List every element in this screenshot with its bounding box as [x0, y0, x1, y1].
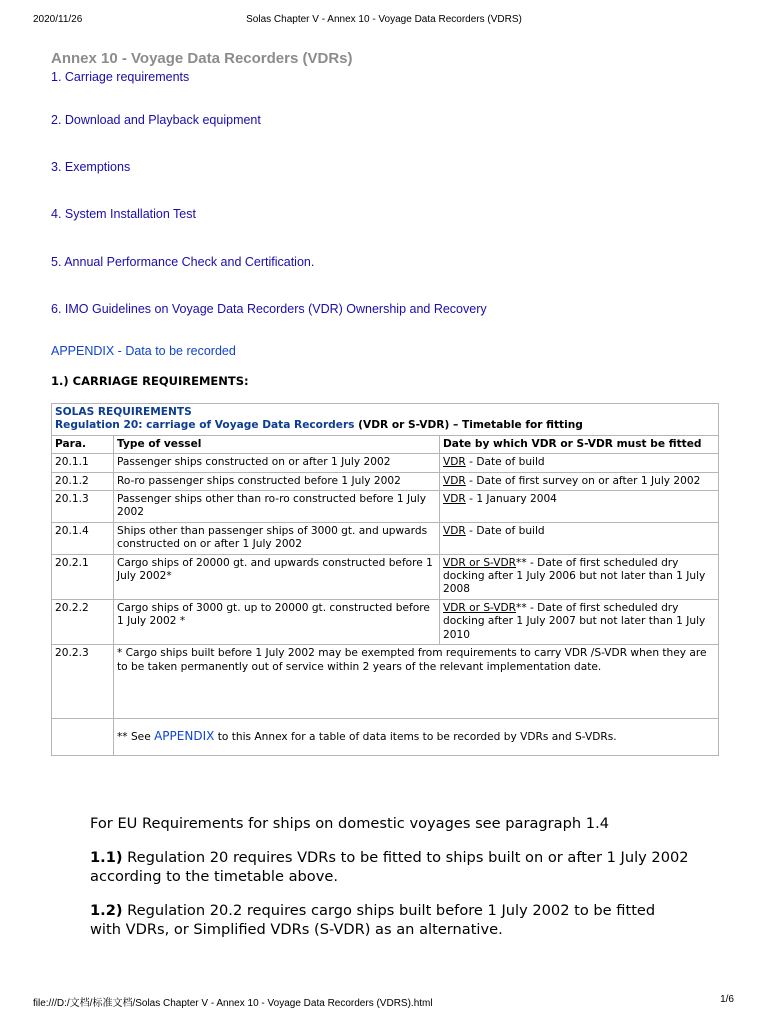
print-file-path: file:///D:/文档/标准文档/Solas Chapter V - Annex 10 - Voyage Data Recorders (VDRS).html	[33, 998, 433, 1009]
cell-para: 20.1.4	[52, 522, 114, 554]
cell-fitting-date: VDR or S-VDR** - Date of first scheduled dry docking after 1 July 2006 but not later than 1 July 2008	[440, 554, 719, 599]
cell-para: 20.2.2	[52, 599, 114, 644]
toc-link-download-playback[interactable]: 2. Download and Playback equipment	[51, 113, 261, 127]
abbr-vdr: VDR	[443, 456, 466, 469]
caption-timetable: (VDR or S-VDR) – Timetable for fitting	[354, 419, 583, 432]
cell-empty	[52, 719, 114, 756]
table-row	[52, 599, 719, 644]
table-row	[52, 472, 719, 490]
cell-para: 20.2.1	[52, 554, 114, 599]
toc-link-installation-test[interactable]: 4. System Installation Test	[51, 207, 196, 221]
toc-link-carriage-requirements[interactable]: 1. Carriage requirements	[51, 70, 190, 84]
abbr-vdr-or-svdr: VDR or S-VDR	[443, 601, 517, 614]
print-page-number: 1/6	[720, 994, 734, 1005]
paragraph-1-1: 1.1) Regulation 20 requires VDRs to be fitted to ships built on or after 1 July 2002 according to the timetable above.	[90, 849, 689, 885]
eu-requirements-paragraph: For EU Requirements for ships on domestic voyages see paragraph 1.4	[90, 815, 609, 832]
cell-appendix-note: ** See APPENDIX to this Annex for a table of data items to be recorded by VDRs and S-VDRs.	[114, 719, 719, 756]
requirements-table	[51, 403, 719, 756]
cell-vessel-type: Ships other than passenger ships of 3000 gt. and upwards constructed on or after 1 July 2002	[114, 522, 440, 554]
header-para: Para.	[52, 435, 114, 453]
table-caption-row	[52, 404, 719, 436]
cell-vessel-type: Cargo ships of 3000 gt. up to 20000 gt. constructed before 1 July 2002 *	[114, 599, 440, 644]
annex-title: Annex 10 - Voyage Data Recorders (VDRs)	[51, 50, 353, 67]
caption-title: SOLAS REQUIREMENTS	[55, 406, 192, 418]
table-row	[52, 454, 719, 472]
cell-fitting-date: VDR - Date of first survey on or after 1 July 2002	[440, 472, 719, 490]
cell-vessel-type: Passenger ships other than ro-ro constructed before 1 July 2002	[114, 491, 440, 523]
header-fitting-date: Date by which VDR or S-VDR must be fitted	[440, 435, 719, 453]
cell-para: 20.2.3	[52, 645, 114, 719]
cell-para: 20.1.3	[52, 491, 114, 523]
cell-fitting-date: VDR - Date of build	[440, 522, 719, 554]
table-note-row	[52, 645, 719, 719]
table-row	[52, 522, 719, 554]
table-row	[52, 554, 719, 599]
table-header-row	[52, 435, 719, 453]
cell-vessel-type: Passenger ships constructed on or after 1 July 2002	[114, 454, 440, 472]
section-heading: 1.) CARRIAGE REQUIREMENTS:	[51, 374, 249, 388]
cell-fitting-date: VDR - 1 January 2004	[440, 491, 719, 523]
toc-link-appendix[interactable]: APPENDIX - Data to be recorded	[51, 344, 236, 358]
table-caption	[52, 404, 719, 436]
print-date: 2020/11/26	[33, 14, 83, 25]
paragraph-number: 1.2)	[90, 902, 123, 919]
cell-fitting-date: VDR - Date of build	[440, 454, 719, 472]
cell-para: 20.1.1	[52, 454, 114, 472]
abbr-vdr: VDR	[443, 524, 466, 537]
toc-link-exemptions[interactable]: 3. Exemptions	[51, 160, 131, 174]
appendix-link[interactable]: APPENDIX	[154, 728, 215, 743]
toc-link-annual-check[interactable]: 5. Annual Performance Check and Certification.	[51, 255, 315, 269]
cell-vessel-type: Ro-ro passenger ships constructed before 1 July 2002	[114, 472, 440, 490]
cell-fitting-date: VDR or S-VDR** - Date of first scheduled dry docking after 1 July 2007 but not later than 1 July 2010	[440, 599, 719, 644]
abbr-vdr: VDR	[443, 474, 466, 487]
paragraph-1-2: 1.2) Regulation 20.2 requires cargo ships built before 1 July 2002 to be fitted with VDRs, or Simplified VDRs (S-VDR) as an alternative.	[90, 902, 656, 938]
toc-link-imo-guidelines[interactable]: 6. IMO Guidelines on Voyage Data Recorders (VDR) Ownership and Recovery	[51, 302, 487, 316]
table-row	[52, 491, 719, 523]
header-vessel-type: Type of vessel	[114, 435, 440, 453]
caption-regulation: Regulation 20: carriage of Voyage Data Recorders	[55, 419, 355, 432]
abbr-vdr: VDR	[443, 493, 466, 506]
table-see-row	[52, 719, 719, 756]
print-page-title: Solas Chapter V - Annex 10 - Voyage Data Recorders (VDRS)	[246, 14, 522, 25]
cell-exemption-note: * Cargo ships built before 1 July 2002 may be exempted from requirements to carry VDR /S-VDR when they are to be taken permanently out of service within 2 years of the relevant implementation date.	[114, 645, 719, 719]
abbr-vdr-or-svdr: VDR or S-VDR	[443, 556, 517, 569]
cell-para: 20.1.2	[52, 472, 114, 490]
cell-vessel-type: Cargo ships of 20000 gt. and upwards constructed before 1 July 2002*	[114, 554, 440, 599]
paragraph-number: 1.1)	[90, 849, 123, 866]
